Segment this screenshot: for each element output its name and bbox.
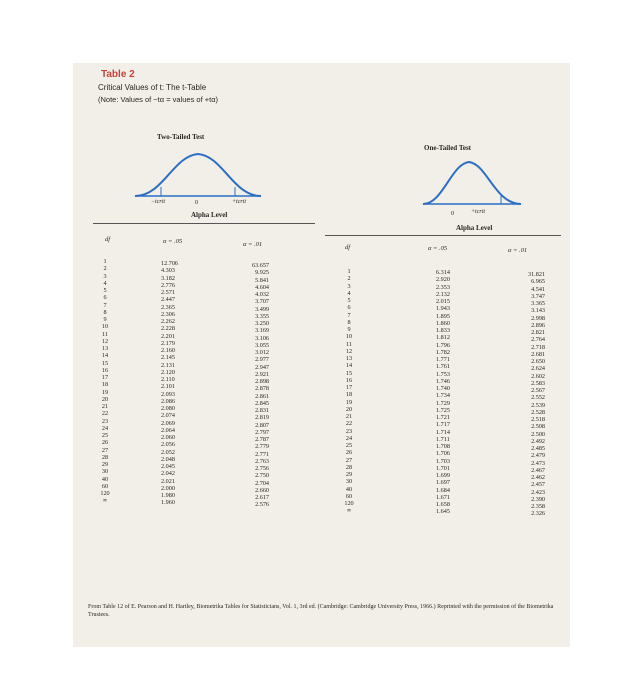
table-cell: 1.725: [436, 406, 450, 414]
table-cell: 2.750: [255, 472, 269, 480]
table-cell: 4.303: [161, 267, 175, 275]
table-cell: 2.457: [531, 481, 545, 489]
table-cell: 2.763: [255, 457, 269, 465]
df-cell: 15: [345, 369, 353, 377]
two-tailed-01-column: [229, 262, 269, 509]
table-cell: 2.179: [161, 339, 175, 347]
table-cell: 1.833: [436, 327, 450, 334]
table-note: (Note: Values of −tα = values of +tα): [98, 95, 219, 104]
table-cell: 2.660: [255, 486, 269, 494]
table-cell: 2.617: [255, 494, 269, 501]
df-cell: 12: [101, 337, 109, 345]
two-tailed-curve-icon: [133, 148, 263, 200]
table-cell: 2.508: [531, 423, 545, 431]
divider: [93, 223, 315, 224]
df-cell: 2: [103, 265, 107, 273]
table-cell: 1.708: [436, 443, 450, 450]
one-tailed-alpha-heading: Alpha Level: [456, 224, 493, 232]
df-cell: 27: [101, 446, 109, 454]
df-cell: 23: [345, 427, 353, 435]
df-cell: 4: [347, 289, 351, 297]
table-cell: 2.462: [531, 474, 545, 481]
df-cell: 9: [347, 326, 351, 333]
table-cell: 1.714: [436, 428, 450, 436]
table-cell: 2.473: [531, 459, 545, 467]
table-cell: 31.821: [527, 271, 545, 278]
table-cell: 2.365: [161, 303, 175, 311]
table-cell: 2.704: [255, 479, 269, 487]
table-cell: 4.541: [531, 285, 545, 293]
table-cell: 3.707: [255, 298, 269, 306]
table-cell: 2.074: [161, 412, 175, 420]
table-cell: 1.753: [436, 370, 450, 378]
table-cell: 2.093: [161, 390, 175, 398]
zero-label: 0: [195, 200, 198, 206]
table-cell: 2.787: [255, 436, 269, 443]
df-cell: 40: [101, 475, 109, 483]
df-cell: 20: [101, 395, 109, 403]
table-cell: 2.624: [531, 365, 545, 373]
neg-crit-label: −tcrit: [151, 199, 166, 205]
table-cell: 2.228: [161, 325, 175, 333]
alpha-05-heading: α = .05: [163, 238, 183, 245]
df-cell: 26: [345, 449, 353, 457]
df-cell: 14: [101, 352, 109, 360]
df-heading: df: [345, 244, 351, 251]
df-cell: 1: [347, 268, 351, 275]
df-cell: 24: [101, 424, 109, 432]
df-cell: 30: [101, 468, 109, 476]
table-cell: 2.518: [531, 416, 545, 423]
table-cell: 2.110: [161, 376, 175, 383]
table-cell: 2.896: [531, 321, 545, 329]
table-cell: 2.764: [531, 336, 545, 344]
table-cell: 3.143: [531, 307, 545, 315]
table-cell: 2.045: [161, 463, 175, 470]
table-cell: 2.160: [161, 347, 175, 354]
table-cell: 2.539: [531, 401, 545, 409]
table-cell: 2.947: [255, 363, 269, 371]
df-cell: 6: [347, 304, 351, 312]
table-cell: 4.032: [255, 291, 269, 298]
df-cell: 10: [101, 323, 109, 331]
df-cell: 28: [101, 453, 109, 461]
table-cell: 3.182: [161, 274, 175, 282]
table-cell: 3.747: [531, 292, 545, 300]
table-cell: 2.528: [531, 408, 545, 416]
table-cell: 2.467: [531, 466, 545, 474]
table-cell: 1.729: [436, 399, 450, 407]
table-cell: 2.779: [255, 443, 269, 451]
table-cell: 1.717: [436, 421, 450, 429]
df-cell: 17: [101, 374, 109, 381]
table-label: Table 2: [101, 69, 135, 80]
df-cell: 21: [345, 413, 353, 420]
divider: [325, 235, 561, 236]
table-cell: 2.920: [436, 276, 450, 284]
table-cell: 2.101: [161, 383, 175, 391]
df-cell: 30: [345, 478, 353, 486]
table-cell: 2.898: [255, 378, 269, 385]
table-cell: 2.423: [531, 488, 545, 496]
df-cell: 5: [347, 297, 351, 304]
table-cell: 2.878: [255, 385, 269, 393]
df-cell: 15: [101, 359, 109, 367]
df-cell: 1: [103, 258, 107, 265]
table-cell: 3.055: [255, 341, 269, 349]
df-cell: 17: [345, 384, 353, 391]
alpha-01-heading: α = .01: [243, 241, 263, 248]
table-cell: 2.021: [161, 477, 175, 485]
table-cell: 2.390: [531, 495, 545, 503]
table-cell: 2.015: [436, 298, 450, 305]
table-cell: 1.703: [436, 457, 450, 465]
table-cell: 2.718: [531, 343, 545, 351]
table-cell: 2.132: [436, 290, 450, 298]
table-cell: 2.831: [255, 407, 269, 414]
table-cell: 1.943: [436, 305, 450, 313]
df-cell: 11: [102, 330, 108, 338]
table-cell: 2.921: [255, 370, 269, 378]
df-cell: 27: [345, 456, 353, 464]
pos-crit-label: +tcrit: [232, 199, 247, 205]
df-cell: 9: [103, 316, 107, 323]
table-cell: 2.819: [255, 414, 269, 422]
table-cell: 2.571: [161, 289, 175, 296]
table-cell: 3.365: [531, 300, 545, 307]
table-cell: 3.012: [255, 349, 269, 356]
table-cell: 2.479: [531, 452, 545, 460]
df-cell: 25: [345, 442, 353, 449]
table-cell: 9.925: [255, 269, 269, 277]
table-cell: 2.576: [255, 501, 269, 509]
two-tailed-heading: Two-Tailed Test: [157, 133, 205, 141]
table-cell: 2.042: [161, 470, 175, 478]
df-cell: 8: [103, 308, 107, 316]
table-cell: 2.131: [161, 361, 175, 369]
table-cell: 2.977: [255, 356, 269, 364]
table-cell: 2.500: [531, 430, 545, 438]
table-cell: 2.069: [161, 419, 175, 427]
zero-label: 0: [451, 211, 454, 217]
table-cell: 2.048: [161, 455, 175, 463]
one-tailed-heading: One-Tailed Test: [424, 144, 472, 152]
df-cell: 24: [345, 434, 353, 442]
table-cell: 2.120: [161, 368, 175, 376]
df-cell: 19: [345, 398, 353, 406]
table-cell: 3.355: [255, 312, 269, 320]
df-cell: 2: [347, 275, 351, 283]
table-cell: 1.980: [161, 492, 175, 499]
table-cell: 2.845: [255, 399, 269, 407]
table-cell: 1.740: [436, 385, 450, 392]
alpha-01-heading: α = .01: [508, 247, 528, 254]
table-cell: 4.604: [255, 283, 269, 291]
alpha-05-heading: α = .05: [428, 245, 448, 252]
df-cell: 14: [345, 362, 353, 370]
table-cell: 2.492: [531, 437, 545, 445]
table-cell: 2.756: [255, 465, 269, 472]
table-cell: 1.734: [436, 392, 450, 400]
table-cell: 2.060: [161, 434, 175, 441]
table-cell: 2.080: [161, 405, 175, 412]
table-cell: 2.201: [161, 332, 175, 340]
table-cell: 1.701: [436, 464, 450, 472]
df-cell: ∞: [102, 497, 108, 505]
table-cell: 1.895: [436, 312, 450, 320]
table-cell: 1.721: [436, 414, 450, 421]
table-cell: 1.706: [436, 450, 450, 458]
table-cell: 2.262: [161, 318, 175, 325]
two-tailed-05-column: [161, 260, 201, 507]
table-cell: 2.353: [436, 283, 450, 291]
df-cell: 3: [347, 282, 351, 290]
table-cell: 2.583: [531, 379, 545, 387]
table-cell: 3.250: [255, 320, 269, 327]
table-cell: 12.706: [161, 260, 179, 267]
table-cell: 2.861: [255, 392, 269, 400]
table-cell: 2.776: [161, 281, 175, 289]
df-cell: ∞: [346, 507, 352, 515]
table-cell: 1.699: [436, 472, 450, 479]
table-cell: 2.000: [161, 484, 175, 492]
df-cell: 29: [345, 471, 353, 478]
pos-crit-label: +tcrit: [471, 209, 486, 215]
df-cell: 3: [103, 272, 107, 280]
table-cell: 2.485: [531, 445, 545, 452]
df-cell: 120: [100, 490, 110, 497]
df-cell: 40: [345, 485, 353, 493]
table-cell: 2.447: [161, 296, 175, 304]
df-cell: 120: [344, 500, 354, 507]
df-cell: 16: [101, 366, 109, 374]
table-cell: 2.326: [531, 510, 545, 518]
table-cell: 2.821: [531, 329, 545, 336]
df-cell: 18: [101, 381, 109, 389]
df-cell: 13: [101, 345, 109, 352]
table-cell: 2.552: [531, 394, 545, 402]
df-cell: 22: [345, 420, 353, 428]
df-cell: 25: [101, 432, 109, 439]
df-column: [341, 268, 357, 515]
table-cell: 2.358: [531, 503, 545, 510]
table-cell: 3.169: [255, 327, 269, 335]
two-tailed-alpha-heading: Alpha Level: [191, 211, 228, 219]
df-cell: 28: [345, 463, 353, 471]
table-cell: 2.306: [161, 310, 175, 318]
df-cell: 11: [346, 340, 352, 348]
df-cell: 7: [103, 301, 107, 309]
table-cell: 1.671: [436, 493, 450, 501]
source-footnote: From Table 12 of E. Pearson and H. Hartley, Biometrika Tables for Statisticians, Vol. 1, 3rd ed. (Cambridge: Cambridge University Press, 1966.) Reprinted with the permission of the Biometrika Trustees.: [88, 604, 554, 618]
df-cell: 10: [345, 333, 353, 341]
table-cell: 1.960: [161, 499, 175, 507]
table-cell: 1.812: [436, 334, 450, 342]
table-cell: 1.796: [436, 341, 450, 349]
df-cell: 22: [101, 410, 109, 418]
df-cell: 7: [347, 311, 351, 319]
table-cell: 2.052: [161, 448, 175, 456]
table-cell: 1.761: [436, 363, 450, 371]
table-cell: 2.086: [161, 397, 175, 405]
table-cell: 1.771: [436, 356, 450, 363]
table-cell: 5.841: [255, 276, 269, 284]
table-cell: 1.746: [436, 377, 450, 385]
table-cell: 2.064: [161, 426, 175, 434]
df-column: [97, 258, 113, 505]
df-cell: 29: [101, 461, 109, 468]
table-cell: 6.965: [531, 278, 545, 286]
table-cell: 6.314: [436, 269, 450, 276]
table-cell: 2.681: [531, 350, 545, 358]
df-cell: 6: [103, 294, 107, 302]
table-cell: 1.711: [436, 435, 450, 443]
df-cell: 13: [345, 355, 353, 362]
table-cell: 1.658: [436, 501, 450, 508]
table-cell: 2.771: [255, 450, 269, 458]
df-cell: 19: [101, 388, 109, 396]
table-cell: 1.645: [436, 508, 450, 516]
df-cell: 26: [101, 439, 109, 447]
table-cell: 2.797: [255, 428, 269, 436]
one-tailed-curve-icon: [421, 156, 526, 208]
table-cell: 2.145: [161, 354, 175, 362]
table-cell: 1.697: [436, 479, 450, 487]
table-cell: 2.602: [531, 372, 545, 380]
df-cell: 12: [345, 347, 353, 355]
table-cell: 2.056: [161, 441, 175, 449]
df-cell: 5: [103, 287, 107, 294]
table-cell: 63.657: [251, 262, 269, 269]
df-heading: df: [105, 236, 111, 243]
table-cell: 1.782: [436, 348, 450, 356]
table-cell: 2.998: [531, 314, 545, 322]
df-cell: 60: [101, 482, 109, 490]
table-cell: 2.650: [531, 358, 545, 365]
df-cell: 16: [345, 376, 353, 384]
table-cell: 1.684: [436, 486, 450, 494]
df-cell: 4: [103, 279, 107, 287]
df-cell: 23: [101, 417, 109, 425]
df-cell: 8: [347, 318, 351, 326]
table-cell: 3.106: [255, 334, 269, 342]
table-cell: 3.499: [255, 305, 269, 313]
table-cell: 2.567: [531, 387, 545, 394]
df-cell: 20: [345, 405, 353, 413]
df-cell: 60: [345, 492, 353, 500]
one-tailed-01-column: [505, 271, 545, 518]
book-page: [73, 63, 570, 647]
df-cell: 21: [101, 403, 109, 410]
table-cell: 1.860: [436, 319, 450, 327]
df-cell: 18: [345, 391, 353, 399]
table-title: Critical Values of t: The t-Table: [98, 83, 207, 92]
table-cell: 2.807: [255, 421, 269, 429]
one-tailed-05-column: [436, 269, 476, 516]
